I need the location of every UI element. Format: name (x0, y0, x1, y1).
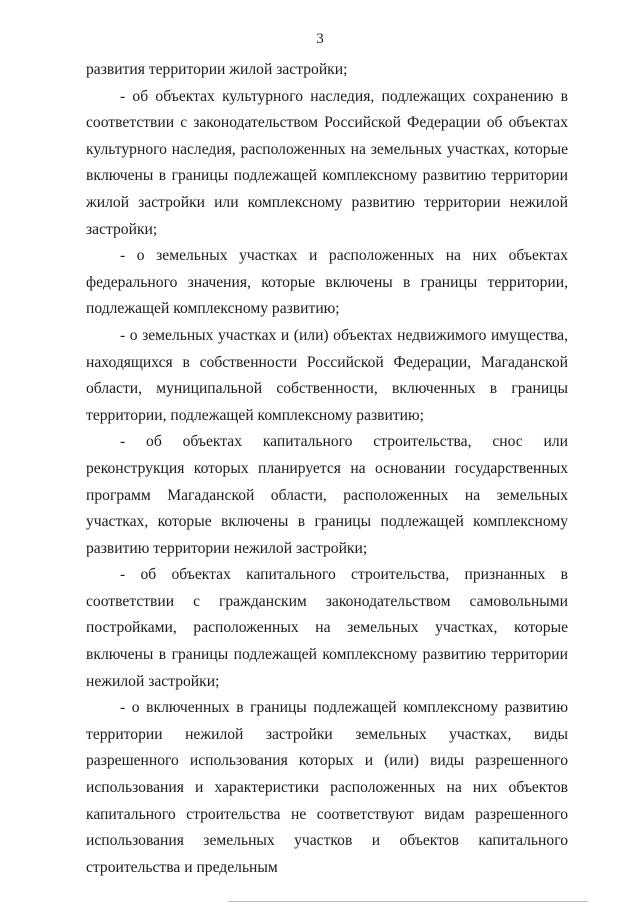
paragraph-continuation: развития территории жилой застройки; (86, 61, 348, 78)
paragraph-unauthorized-buildings: - об объектах капитального строительства, признанных в соответствии с гражданским законодательством самовольными постройками, расположенных на земельных участках, которые включены в границы подлежащей комплексному развитию территории нежилой застройки; (86, 566, 568, 690)
paragraph-demolition-objects: - об объектах капитального строительства, снос или реконструкция которых планируется на основании государственных программ Магаданской области, расположенных на земельных участках, которые включены в границы подлежащей комплексному развитию территории нежилой застройки; (86, 433, 568, 557)
paragraph-federal-land: - о земельных участках и расположенных на них объектах федерального значения, которые включены в границы территории, подлежащей комплексному развитию; (86, 247, 568, 318)
paragraph-permitted-use: - о включенных в границы подлежащей комплексному развитию территории нежилой застройки земельных участках, виды разрешенного использования которых и (или) виды разрешенного использования и характеристики расположенных на них объектов капитального строительства не соответствуют видам разрешенного использования земельных участков и объектов капитального строительства и предельным (86, 699, 568, 876)
footer-divider (228, 901, 588, 902)
paragraph-property-ownership: - о земельных участках и (или) объектах недвижимого имущества, находящихся в собственности Российской Федерации, Магаданской области, муниципальной собственности, включенных в границы территории, подлежащей комплексному развитию; (86, 326, 568, 424)
paragraph-cultural-heritage: - об объектах культурного наследия, подлежащих сохранению в соответствии с законодательством Российской Федерации об объектах культурного наследия, расположенных на земельных участках, которые включены в границы подлежащей комплексному развитию территории жилой застройки или комплексному развитию территории нежилой застройки; (86, 87, 568, 238)
page-number: 3 (316, 31, 324, 47)
document-body (86, 57, 568, 881)
